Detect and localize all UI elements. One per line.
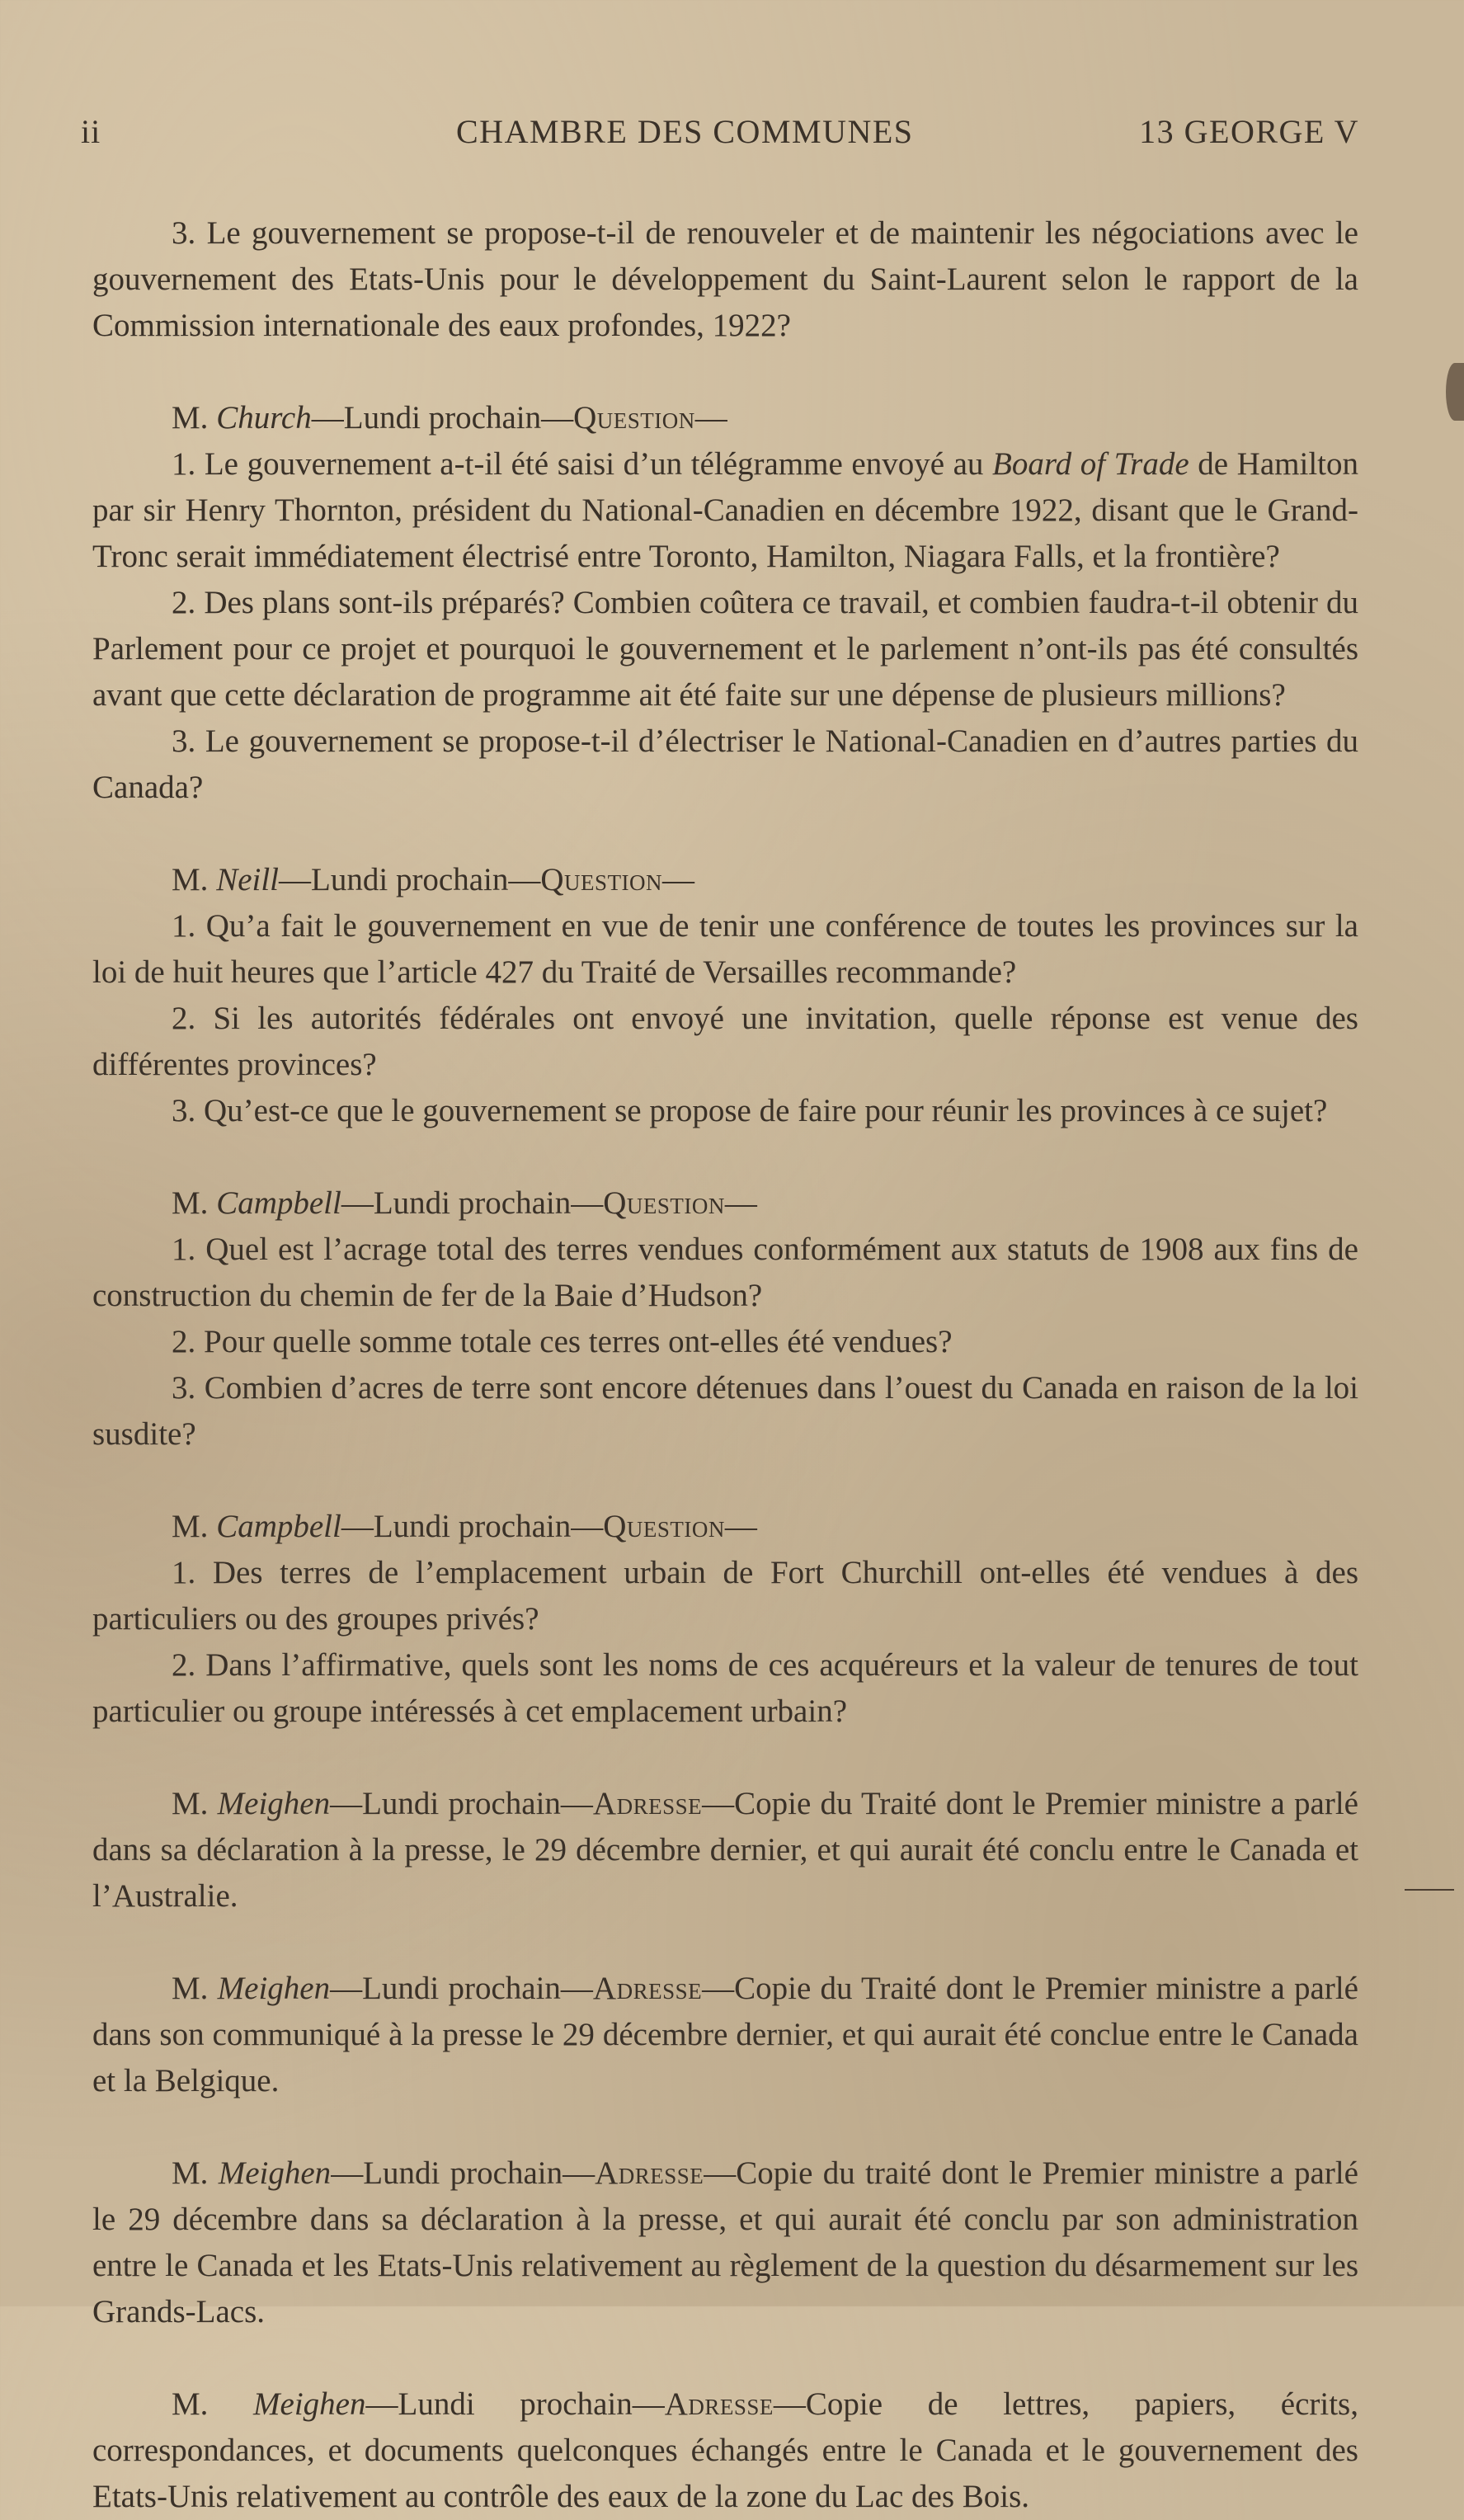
- address-body: Copie du traité dont le Premier ministre a parlé le 29 décembre dans sa déclaration à la presse, et qui aurait été conclu par son administration entre le Canada et les Etats-Unis relativement au règlement de la question du désarmement sur les Grands-Lacs.: [92, 2155, 1358, 2329]
- page-header: [81, 112, 1359, 162]
- question-paragraph: 2. Des plans sont-ils préparés? Combien coûtera ce travail, et combien faudra-t-il obtenir du Parlement pour ce projet et pourquoi le gouvernement et le parlement n’ont-ils pas été consultés avant que cette déclaration de programme ait été faite sur une dépense de plusieurs millions?: [92, 585, 1358, 713]
- opening-continuation: [92, 210, 1358, 349]
- title-prefix: M.: [172, 1509, 217, 1544]
- notice-type: Adresse: [595, 2155, 704, 2191]
- notice-dash: —: [704, 2155, 737, 2191]
- title-prefix: M.: [172, 1786, 218, 1821]
- member-name: Meighen: [217, 1971, 331, 2006]
- address-body: Copie du Traité dont le Premier ministre a parlé dans sa déclaration à la presse, le 29 décembre dernier, et qui aurait été conclu entre le Canada et l’Australie.: [92, 1786, 1358, 1914]
- notice-type: Question: [603, 1185, 725, 1221]
- question-paragraph: 3. Le gouvernement se propose-t-il d’électriser le National-Canadien en d’autres parties du Canada?: [92, 723, 1358, 805]
- margin-mark: [1405, 1889, 1454, 1891]
- member-name: Neill: [216, 862, 280, 897]
- address-body: Copie du Traité dont le Premier ministre a parlé dans son communiqué à la presse le 29 décembre dernier, et qui aurait été conclue entre le Canada et la Belgique.: [92, 1971, 1358, 2098]
- notice-type: Adresse: [664, 2386, 774, 2422]
- member-name: Meighen: [217, 1786, 331, 1821]
- member-name: Church: [216, 400, 312, 436]
- journal-title: CHAMBRE DES COMMUNES: [456, 113, 914, 150]
- notice-dash: —: [773, 2386, 806, 2422]
- notice-dash: —: [724, 1185, 757, 1221]
- notice-intro: [92, 395, 1358, 441]
- notice-type: Adresse: [592, 1971, 703, 2006]
- question-paragraph: 1. Des terres de l’emplacement urbain de Fort Churchill ont-elles été vendues à des particuliers ou des groupes privés?: [92, 1555, 1358, 1637]
- title-prefix: M.: [172, 2386, 254, 2422]
- title-prefix: M.: [172, 1971, 218, 2006]
- page-number: ii: [81, 113, 101, 150]
- notice-intro: [92, 1180, 1358, 1227]
- title-prefix: M.: [172, 1185, 217, 1221]
- question-paragraph: 3. Le gouvernement se propose-t-il de renouveler et de maintenir les négociations avec le gouvernement des Etats-Unis pour le développement du Saint-Laurent selon le rapport de la Commission internationale des eaux profondes, 1922?: [92, 215, 1358, 343]
- address-paragraph: [92, 2381, 1358, 2520]
- notice-type: Adresse: [592, 1786, 703, 1821]
- notice-dash: —: [702, 1971, 735, 2006]
- notice-timing: —Lundi prochain—: [331, 2155, 595, 2191]
- notice-type: Question: [540, 862, 663, 897]
- notice-timing: —Lundi prochain—: [365, 2386, 665, 2422]
- question-paragraph: 3. Combien d’acres de terre sont encore détenues dans l’ouest du Canada en raison de la loi susdite?: [92, 1370, 1358, 1452]
- notice-entry: [92, 1781, 1358, 1919]
- notice-timing: —Lundi prochain—: [341, 1509, 604, 1544]
- question-paragraph: 2. Dans l’affirmative, quels sont les noms de ces acquéreurs et la valeur de tenures de tout particulier ou groupe intéressés à cet emplacement urbain?: [92, 1647, 1358, 1729]
- notice-timing: —Lundi prochain—: [279, 862, 541, 897]
- question-paragraph: 1. Quel est l’acrage total des terres vendues conformément aux statuts de 1908 aux fins de construction du chemin de fer de la Baie d’Hudson?: [92, 1232, 1358, 1313]
- title-prefix: M.: [172, 2155, 219, 2191]
- regnal-year: 13 GEORGE V: [1139, 113, 1359, 150]
- notice-dash: —: [662, 862, 695, 897]
- member-name: Meighen: [218, 2155, 332, 2191]
- address-paragraph: [92, 1966, 1358, 2104]
- title-prefix: M.: [172, 862, 217, 897]
- notice-entry: [92, 2381, 1358, 2520]
- question-paragraph: 2. Si les autorités fédérales ont envoyé une invitation, quelle réponse est venue des différentes provinces?: [92, 1001, 1358, 1082]
- member-name: Meighen: [253, 2386, 366, 2422]
- notice-timing: —Lundi prochain—: [311, 400, 574, 436]
- member-name: Campbell: [216, 1509, 341, 1544]
- edge-stain: [1446, 363, 1464, 421]
- question-paragraph: 3. Qu’est-ce que le gouvernement se propose de faire pour réunir les provinces à ce sujet?: [172, 1093, 1328, 1128]
- question-paragraph: 1. Qu’a fait le gouvernement en vue de tenir une conférence de toutes les provinces sur la loi de huit heures que l’article 427 du Traité de Versailles recommande?: [92, 908, 1358, 990]
- notice-timing: —Lundi prochain—: [341, 1185, 604, 1221]
- notice-type: Question: [603, 1509, 725, 1544]
- title-prefix: M.: [172, 400, 217, 436]
- notice-timing: —Lundi prochain—: [330, 1971, 593, 2006]
- notice-dash: —: [694, 400, 727, 436]
- address-paragraph: [92, 2150, 1358, 2335]
- notice-type: Question: [573, 400, 695, 436]
- page-content: [92, 210, 1358, 2520]
- member-name: Campbell: [216, 1185, 341, 1221]
- notice-timing: —Lundi prochain—: [330, 1786, 593, 1821]
- notice-entry: [92, 1504, 1358, 1735]
- italic-term: Board of Trade: [992, 446, 1189, 482]
- question-paragraph: 1. Le gouvernement a-t-il été saisi d’un télégramme envoyé au Board of Trade de Hamilton par sir Henry Thornton, président du National-Canadien en décembre 1922, disant que le Grand-Tronc serait immédiatement électrisé entre Toronto, Hamilton, Niagara Falls, et la frontière?: [92, 446, 1358, 574]
- address-paragraph: [92, 1781, 1358, 1919]
- notice-entry: [92, 395, 1358, 811]
- notice-entry: [92, 2150, 1358, 2335]
- notice-intro: [92, 857, 1358, 903]
- notice-entry: [92, 1966, 1358, 2104]
- notice-entry: [92, 857, 1358, 1134]
- notice-dash: —: [724, 1509, 757, 1544]
- question-paragraph: 2. Pour quelle somme totale ces terres ont-elles été vendues?: [172, 1324, 953, 1359]
- notice-dash: —: [702, 1786, 735, 1821]
- notice-entry: [92, 1180, 1358, 1458]
- notice-intro: [92, 1504, 1358, 1550]
- address-body: Copie de lettres, papiers, écrits, correspondances, et documents quelconques échangés entre le Canada et le gouvernement des Etats-Unis relativement au contrôle des eaux de la zone du Lac des Bois.: [92, 2386, 1358, 2514]
